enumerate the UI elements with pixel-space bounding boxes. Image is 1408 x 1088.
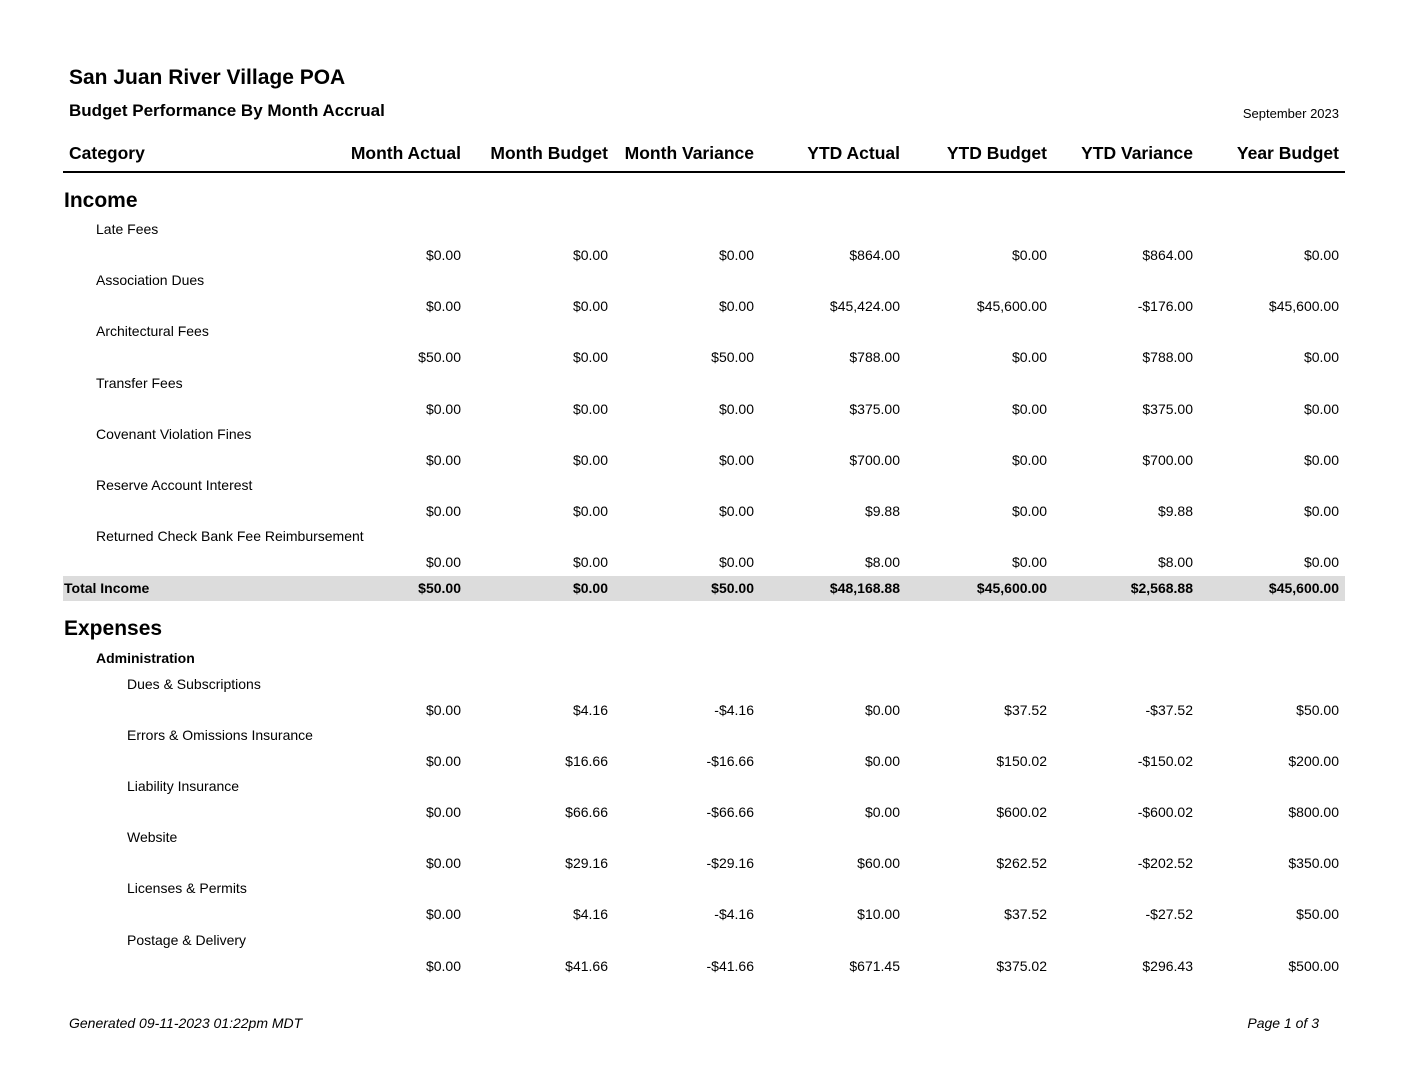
expense-row-value-ytd-actual: $671.45 <box>849 957 900 974</box>
income-row-value-month-actual: $0.00 <box>425 451 461 468</box>
income-row-value-ytd-budget: $0.00 <box>1011 451 1047 468</box>
income-row-value-ytd-budget: $0.00 <box>1011 554 1047 571</box>
income-row-value-month-actual: $0.00 <box>425 298 461 315</box>
expense-row-value-ytd-budget: $37.52 <box>1004 906 1047 923</box>
expense-row-value-month-variance: -$16.66 <box>706 753 754 770</box>
income-row-value-month-actual: $0.00 <box>425 503 461 519</box>
income-row-category-label: Association Dues <box>96 272 205 289</box>
income-row-value-ytd-budget: $0.00 <box>1011 247 1047 263</box>
income-row-category-label: Late Fees <box>96 221 159 237</box>
income-row-value-ytd-budget: $45,600.00 <box>976 298 1047 315</box>
total-income-ytd-budget: $45,600.00 <box>976 580 1047 596</box>
expense-row-value-ytd-actual: $0.00 <box>864 702 900 718</box>
income-row-value-month-variance: $50.00 <box>711 349 754 366</box>
organization-name: San Juan River Village POA <box>69 66 346 89</box>
income-row-value-month-budget: $0.00 <box>572 451 608 468</box>
expense-row-value-month-variance: -$4.16 <box>714 906 754 923</box>
total-income-year-budget: $45,600.00 <box>1268 580 1339 596</box>
income-row-value-ytd-variance: $8.00 <box>1157 554 1193 571</box>
income-row-value-ytd-variance: $375.00 <box>1142 400 1193 417</box>
income-row-value-ytd-actual: $700.00 <box>849 451 900 468</box>
expense-row-value-ytd-budget: $37.52 <box>1004 702 1047 718</box>
header-divider <box>63 171 1345 173</box>
income-row-category-label: Covenant Violation Fines <box>96 425 252 442</box>
expense-row-category-label: Errors & Omissions Insurance <box>127 727 313 744</box>
income-row-value-month-budget: $0.00 <box>572 400 608 417</box>
expense-row-value-month-actual: $0.00 <box>425 804 461 821</box>
expense-row-value-ytd-actual: $0.00 <box>864 804 900 821</box>
column-header-month-budget: Month Budget <box>490 143 608 163</box>
income-row-value-month-variance: $0.00 <box>718 247 754 263</box>
column-header-ytd-actual: YTD Actual <box>807 143 900 163</box>
expense-row-value-year-budget: $200.00 <box>1288 753 1339 770</box>
income-row-value-month-actual: $50.00 <box>418 349 461 366</box>
income-row-value-month-variance: $0.00 <box>718 400 754 417</box>
expense-row-value-year-budget: $800.00 <box>1288 804 1339 821</box>
expense-row-value-month-budget: $29.16 <box>565 855 608 872</box>
income-row-value-ytd-variance: $9.88 <box>1157 503 1193 519</box>
expense-row-value-ytd-variance: -$27.52 <box>1145 906 1193 923</box>
income-row-value-month-actual: $0.00 <box>425 554 461 571</box>
income-row-value-ytd-variance: -$176.00 <box>1137 298 1193 315</box>
generated-timestamp: Generated 09-11-2023 01:22pm MDT <box>69 1015 303 1031</box>
expense-row-value-ytd-budget: $375.02 <box>996 957 1047 974</box>
column-header-category: Category <box>69 143 145 163</box>
expense-row-value-year-budget: $50.00 <box>1296 906 1339 923</box>
income-row-value-ytd-budget: $0.00 <box>1011 503 1047 519</box>
income-row-value-month-variance: $0.00 <box>718 503 754 519</box>
income-row-value-month-variance: $0.00 <box>718 298 754 315</box>
income-row-value-ytd-variance: $864.00 <box>1142 247 1193 263</box>
section-title-expenses: Expenses <box>64 617 163 640</box>
expense-row-value-year-budget: $50.00 <box>1296 702 1339 718</box>
income-row-category-label: Returned Check Bank Fee Reimbursement <box>96 528 364 545</box>
income-row-category-label: Reserve Account Interest <box>96 477 253 493</box>
expense-row-value-month-actual: $0.00 <box>425 957 461 974</box>
expense-row-value-month-budget: $41.66 <box>565 957 608 974</box>
income-row-category-label: Architectural Fees <box>96 323 209 340</box>
total-income-month-budget: $0.00 <box>572 580 608 596</box>
expense-row-category-label: Liability Insurance <box>127 778 240 795</box>
total-income-ytd-variance: $2,568.88 <box>1130 580 1193 596</box>
report-title: Budget Performance By Month Accrual <box>69 101 385 120</box>
income-row-value-year-budget: $0.00 <box>1303 247 1339 263</box>
expense-row-value-month-budget: $4.16 <box>572 906 608 923</box>
income-row-value-year-budget: $0.00 <box>1303 400 1339 417</box>
expense-row-value-month-actual: $0.00 <box>425 906 461 923</box>
expense-row-value-month-variance: -$29.16 <box>706 855 754 872</box>
income-row-value-month-actual: $0.00 <box>425 400 461 417</box>
income-row-value-month-budget: $0.00 <box>572 554 608 571</box>
expense-row-value-month-budget: $66.66 <box>565 804 608 821</box>
expense-row-category-label: Dues & Subscriptions <box>127 676 261 692</box>
income-row-value-month-budget: $0.00 <box>572 298 608 315</box>
total-income-month-actual: $50.00 <box>418 580 461 596</box>
expense-row-value-ytd-variance: -$202.52 <box>1137 855 1193 872</box>
expense-row-value-year-budget: $500.00 <box>1288 957 1339 974</box>
expense-row-value-ytd-budget: $600.02 <box>996 804 1047 821</box>
page-number: Page 1 of 3 <box>1247 1015 1319 1031</box>
expense-row-value-month-variance: -$66.66 <box>706 804 754 821</box>
expense-row-category-label: Website <box>127 829 178 846</box>
expense-row-category-label: Postage & Delivery <box>127 931 247 948</box>
expense-row-value-ytd-budget: $150.02 <box>996 753 1047 770</box>
income-row-value-ytd-actual: $8.00 <box>864 554 900 571</box>
income-row-value-year-budget: $0.00 <box>1303 554 1339 571</box>
expense-row-value-ytd-actual: $60.00 <box>857 855 900 872</box>
expense-row-value-month-actual: $0.00 <box>425 855 461 872</box>
section-title-income: Income <box>64 189 138 212</box>
income-row-value-month-budget: $0.00 <box>572 503 608 519</box>
income-row-value-ytd-variance: $788.00 <box>1142 349 1193 366</box>
income-row-value-month-budget: $0.00 <box>572 349 608 366</box>
expense-row-value-ytd-actual: $10.00 <box>857 906 900 923</box>
income-row-value-year-budget: $0.00 <box>1303 451 1339 468</box>
expense-row-value-month-variance: -$4.16 <box>714 702 754 718</box>
total-income-month-variance: $50.00 <box>711 580 754 596</box>
income-row-value-ytd-actual: $864.00 <box>849 247 900 263</box>
expense-row-value-month-variance: -$41.66 <box>706 957 754 974</box>
income-row-value-ytd-budget: $0.00 <box>1011 400 1047 417</box>
income-row-value-month-actual: $0.00 <box>425 247 461 263</box>
expense-row-value-month-budget: $4.16 <box>572 702 608 718</box>
total-income-label: Total Income <box>64 580 150 596</box>
expense-row-value-ytd-variance: -$150.02 <box>1137 753 1193 770</box>
income-row-value-ytd-budget: $0.00 <box>1011 349 1047 366</box>
income-row-value-ytd-actual: $788.00 <box>849 349 900 366</box>
income-row-value-ytd-actual: $375.00 <box>849 400 900 417</box>
report-period: September 2023 <box>1242 106 1339 121</box>
expense-row-value-month-actual: $0.00 <box>425 702 461 718</box>
expense-row-value-month-budget: $16.66 <box>565 753 608 770</box>
column-header-ytd-variance: YTD Variance <box>1081 143 1193 163</box>
income-row-value-ytd-variance: $700.00 <box>1142 451 1193 468</box>
expense-row-value-ytd-actual: $0.00 <box>864 753 900 770</box>
column-header-month-actual: Month Actual <box>350 143 461 163</box>
expense-row-value-ytd-variance: -$600.02 <box>1137 804 1193 821</box>
column-header-ytd-budget: YTD Budget <box>946 143 1047 163</box>
expense-group-administration: Administration <box>96 650 195 666</box>
income-row-value-year-budget: $0.00 <box>1303 349 1339 366</box>
expense-row-value-ytd-budget: $262.52 <box>996 855 1047 872</box>
income-row-value-ytd-actual: $9.88 <box>864 503 900 519</box>
income-row-value-ytd-actual: $45,424.00 <box>829 298 900 315</box>
income-row-value-month-variance: $0.00 <box>718 554 754 571</box>
expense-row-category-label: Licenses & Permits <box>127 880 247 897</box>
total-income-ytd-actual: $48,168.88 <box>829 580 900 596</box>
expense-row-value-month-actual: $0.00 <box>425 753 461 770</box>
income-row-value-year-budget: $45,600.00 <box>1268 298 1339 315</box>
income-row-value-year-budget: $0.00 <box>1303 503 1339 519</box>
column-header-month-variance: Month Variance <box>624 143 754 163</box>
income-row-value-month-budget: $0.00 <box>572 247 608 263</box>
income-row-value-month-variance: $0.00 <box>718 451 754 468</box>
expense-row-value-ytd-variance: -$37.52 <box>1145 702 1193 718</box>
expense-row-value-ytd-variance: $296.43 <box>1142 957 1193 974</box>
column-header-year-budget: Year Budget <box>1236 143 1339 163</box>
income-row-category-label: Transfer Fees <box>96 374 183 391</box>
expense-row-value-year-budget: $350.00 <box>1288 855 1339 872</box>
